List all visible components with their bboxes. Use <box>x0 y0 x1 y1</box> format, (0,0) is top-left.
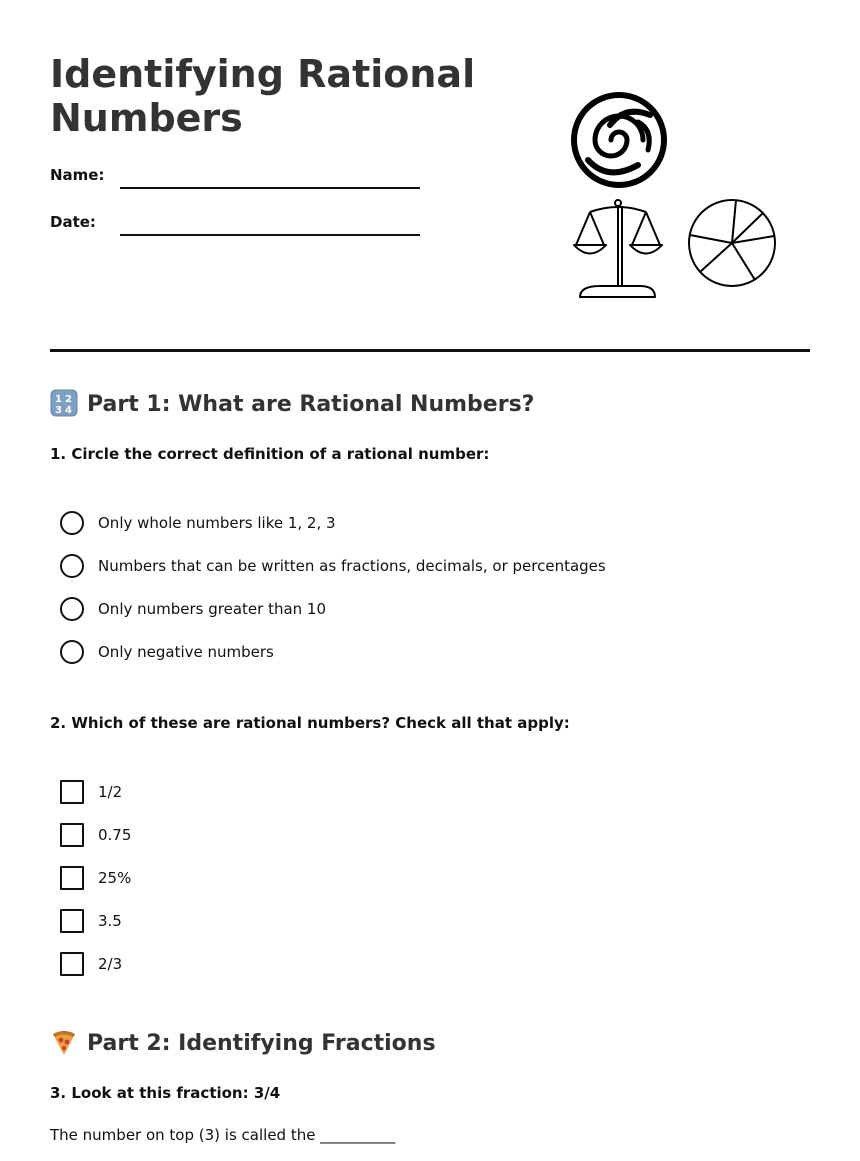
q2-option-label: 2/3 <box>98 955 123 973</box>
balance-scale-icon <box>574 200 662 297</box>
q1-option-label: Numbers that can be written as fractions, decimals, or percentages <box>98 557 606 575</box>
q1-option-label: Only negative numbers <box>98 643 274 661</box>
q2-option-1[interactable] <box>60 780 760 804</box>
svg-text:3: 3 <box>55 405 62 416</box>
part1-heading <box>50 389 534 420</box>
radio-circle[interactable] <box>60 640 84 664</box>
part1-heading-text: Part 1: What are Rational Numbers? <box>87 392 535 417</box>
question-3: 3. Look at this fraction: 3/4 <box>50 1084 281 1102</box>
q1-option-4[interactable] <box>60 640 760 664</box>
q2-option-label: 0.75 <box>98 826 132 844</box>
checkbox[interactable] <box>60 780 84 804</box>
question-1: 1. Circle the correct definition of a rational number: <box>50 445 490 463</box>
q2-option-label: 3.5 <box>98 912 122 930</box>
checkbox[interactable] <box>60 823 84 847</box>
checkbox[interactable] <box>60 866 84 890</box>
q1-option-3[interactable] <box>60 597 760 621</box>
name-label: Name: <box>50 166 105 184</box>
name-line[interactable] <box>120 187 420 189</box>
q3-blank-line-1: The number on top (3) is called the __________ <box>50 1126 396 1144</box>
pizza-slice-icon <box>50 1028 78 1056</box>
header-illustration <box>560 90 790 305</box>
q2-option-label: 25% <box>98 869 132 887</box>
date-label: Date: <box>50 213 96 231</box>
question-2: 2. Which of these are rational numbers? Check all that apply: <box>50 714 570 732</box>
radio-circle[interactable] <box>60 597 84 621</box>
part2-heading <box>50 1028 436 1059</box>
q1-option-label: Only numbers greater than 10 <box>98 600 327 618</box>
page-title: Identifying Rational Numbers <box>50 52 476 140</box>
radio-circle[interactable] <box>60 554 84 578</box>
pie-slices-icon <box>689 200 775 286</box>
svg-text:4: 4 <box>65 405 72 416</box>
koru-swirl-icon <box>574 95 664 185</box>
checkbox[interactable] <box>60 909 84 933</box>
q2-option-5[interactable] <box>60 952 760 976</box>
name-field[interactable] <box>50 166 430 190</box>
q2-option-3[interactable] <box>60 866 760 890</box>
svg-text:2: 2 <box>65 394 72 405</box>
header-divider <box>50 349 810 352</box>
q1-option-2[interactable] <box>60 554 760 578</box>
q1-option-label: Only whole numbers like 1, 2, 3 <box>98 514 336 532</box>
q2-option-label: 1/2 <box>98 783 123 801</box>
q2-option-4[interactable] <box>60 909 760 933</box>
radio-circle[interactable] <box>60 511 84 535</box>
date-field[interactable] <box>50 213 430 237</box>
svg-text:1: 1 <box>55 394 62 405</box>
part2-heading-text: Part 2: Identifying Fractions <box>87 1031 436 1056</box>
numbers-keycap-icon <box>50 389 78 417</box>
date-line[interactable] <box>120 234 420 236</box>
q2-option-2[interactable] <box>60 823 760 847</box>
q1-option-1[interactable] <box>60 511 760 535</box>
checkbox[interactable] <box>60 952 84 976</box>
